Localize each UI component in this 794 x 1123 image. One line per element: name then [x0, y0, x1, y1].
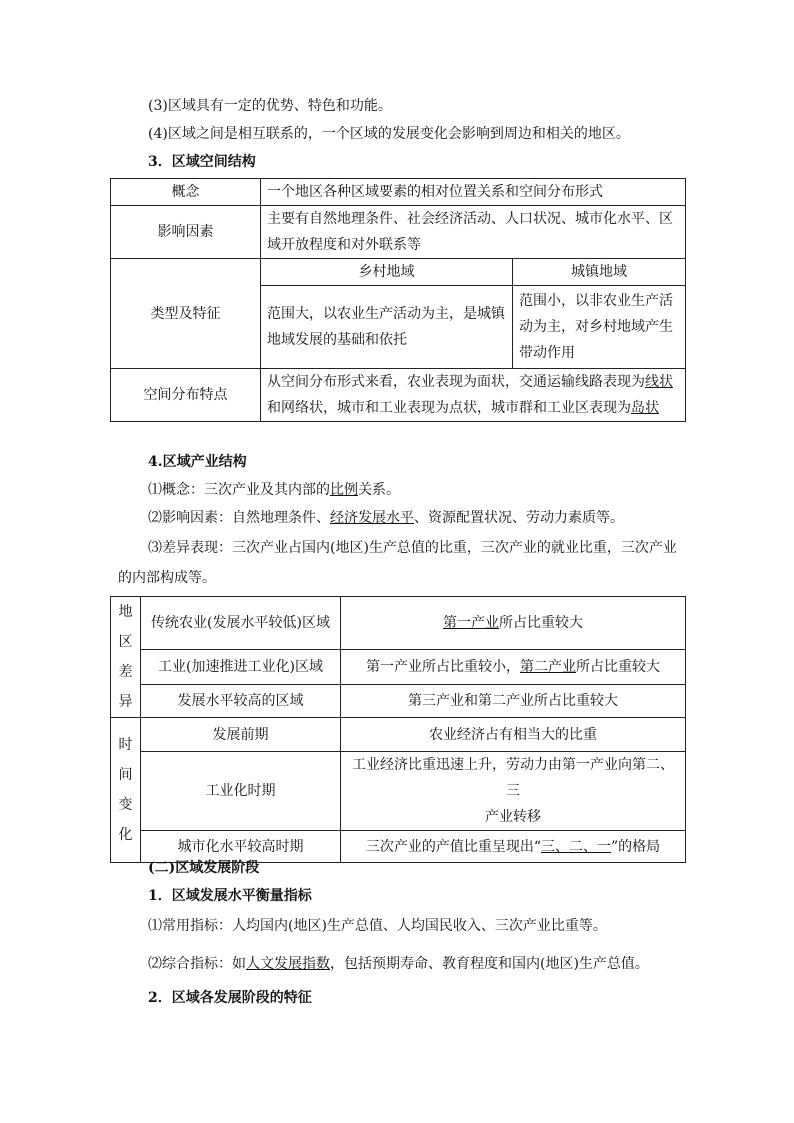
cell-urbanized: 城市化水平较高时期 — [141, 831, 341, 863]
underlined-term: 线状 — [645, 374, 673, 390]
underlined-term: 人文发展指数 — [246, 956, 330, 972]
text-span: ”的格局 — [611, 838, 661, 855]
heading-indicators: 1．区域发展水平衡量指标 — [148, 888, 312, 904]
text-span: 和网络状，城市和工业表现为点状，城市群和工业区表现为 — [267, 400, 631, 416]
cell-secondary-large — [341, 650, 686, 685]
cell-traditional-agri: 传统农业(发展水平较低)区域 — [141, 597, 341, 650]
para-factors — [148, 508, 624, 528]
text-line: 范围小，以非农业生产活 — [519, 293, 673, 309]
cell-urban-text — [513, 286, 686, 369]
text-line — [267, 369, 679, 395]
table-row — [111, 597, 686, 650]
text-span: 关系。 — [358, 482, 400, 498]
group-char: 异 — [118, 694, 133, 710]
cell-factors-text — [261, 206, 686, 259]
cell-distribution-text — [261, 369, 686, 422]
table-row — [111, 206, 686, 259]
underlined-term: 三、二、一 — [541, 838, 611, 855]
cell-early-stage: 发展前期 — [141, 718, 341, 752]
text-span: ⑴概念：三次产业及其内部的 — [148, 482, 330, 498]
cell-industry-rise — [341, 752, 686, 831]
para-differences: ⑶差异表现：三次产业占国内(地区)生产总值的比重，三次产业的就业比重，三次产业 — [148, 540, 677, 556]
group-char: 化 — [118, 827, 133, 843]
group-char: 间 — [118, 767, 133, 783]
para-composite-indicators — [148, 954, 649, 974]
cell-concept-text: 一个地区各种区域要素的相对位置关系和空间分布形式 — [261, 179, 686, 206]
text-span: 从空间分布形式来看，农业表现为面状，交通运输线路表现为 — [267, 374, 645, 390]
group-char: 时 — [118, 737, 133, 753]
underlined-term: 第二产业 — [520, 659, 576, 676]
para-common-indicators: ⑴常用指标：人均国内(地区)生产总值、人均国民收入、三次产业比重等。 — [148, 918, 607, 934]
table-row — [111, 752, 686, 831]
text-line: 动为主，对乡村地域产生 — [519, 319, 673, 335]
text-span: ⑵综合指标：如 — [148, 956, 246, 972]
para-4: (4)区域之间是相互联系的，一个区域的发展变化会影响到周边和相关的地区。 — [148, 126, 630, 142]
table-row — [111, 259, 686, 286]
group-label-regional — [111, 597, 141, 718]
cell-developed: 发展水平较高的区域 — [141, 685, 341, 718]
cell-industrialization: 工业化时期 — [141, 752, 341, 831]
text-span: ，包括预期寿命、教育程度和国内(地区)生产总值。 — [330, 956, 649, 972]
industry-structure-table — [110, 596, 686, 863]
text-line: 带动作用 — [519, 345, 575, 361]
text-span: 第一产业所占比重较小， — [366, 659, 520, 676]
text-span: ⑵影响因素：自然地理条件、 — [148, 510, 330, 526]
cell-rural-text — [261, 286, 513, 369]
group-char: 区 — [118, 634, 133, 650]
para-concept — [148, 480, 400, 500]
header-rural: 乡村地域 — [261, 259, 513, 286]
underlined-term: 比例 — [330, 482, 358, 498]
group-label-temporal — [111, 718, 141, 863]
underlined-term: 经济发展水平 — [330, 510, 414, 526]
cell-label-types: 类型及特征 — [111, 259, 261, 369]
cell-label-concept: 概念 — [111, 179, 261, 206]
cell-primary-large — [341, 597, 686, 650]
header-urban: 城镇地域 — [513, 259, 686, 286]
text-line: 产业转移 — [485, 809, 541, 825]
heading-stage-features: 2．区域各发展阶段的特征 — [148, 990, 312, 1006]
spatial-structure-table — [110, 178, 686, 422]
table-row — [111, 179, 686, 206]
cell-agri-share: 农业经济占有相当大的比重 — [341, 718, 686, 752]
text-span: 三次产业的产值比重呈现出“ — [365, 838, 541, 855]
text-line: 范围大，以农业生产活动为主，是城镇 — [267, 306, 505, 322]
cell-label-distribution: 空间分布特点 — [111, 369, 261, 422]
text-line: 工业经济比重迅速上升，劳动力由第一产业向第二、三 — [352, 757, 674, 799]
heading-development-stages: (二)区域发展阶段 — [148, 860, 260, 876]
para-differences-cont: 的内部构成等。 — [118, 570, 216, 586]
text-span: 、资源配置状况、劳动力素质等。 — [414, 510, 624, 526]
table-row — [111, 685, 686, 718]
cell-label-factors: 影响因素 — [111, 206, 261, 259]
text-line: 地域发展的基础和依托 — [267, 332, 407, 348]
text-line: 主要有自然地理条件、社会经济活动、人口状况、城市化水平、区 — [267, 211, 673, 227]
table-row — [111, 718, 686, 752]
underlined-term: 岛状 — [631, 400, 659, 416]
text-span: 所占比重较大 — [499, 615, 583, 632]
cell-321-pattern — [341, 831, 686, 863]
table-row — [111, 369, 686, 422]
cell-tertiary-large: 第三产业和第二产业所占比重较大 — [341, 685, 686, 718]
text-line: 域开放程度和对外联系等 — [267, 237, 421, 253]
group-char: 差 — [118, 664, 133, 680]
text-line — [267, 395, 679, 421]
group-char: 变 — [118, 797, 133, 813]
cell-industrial: 工业(加速推进工业化)区域 — [141, 650, 341, 685]
para-3: (3)区域具有一定的优势、特色和功能。 — [148, 98, 392, 114]
table-row — [111, 650, 686, 685]
text-span: 所占比重较大 — [576, 659, 660, 676]
heading-spatial-structure: 3．区域空间结构 — [148, 154, 256, 170]
group-char: 地 — [118, 604, 133, 620]
underlined-term: 第一产业 — [443, 615, 499, 632]
heading-industry-structure: 4.区域产业结构 — [148, 454, 247, 470]
